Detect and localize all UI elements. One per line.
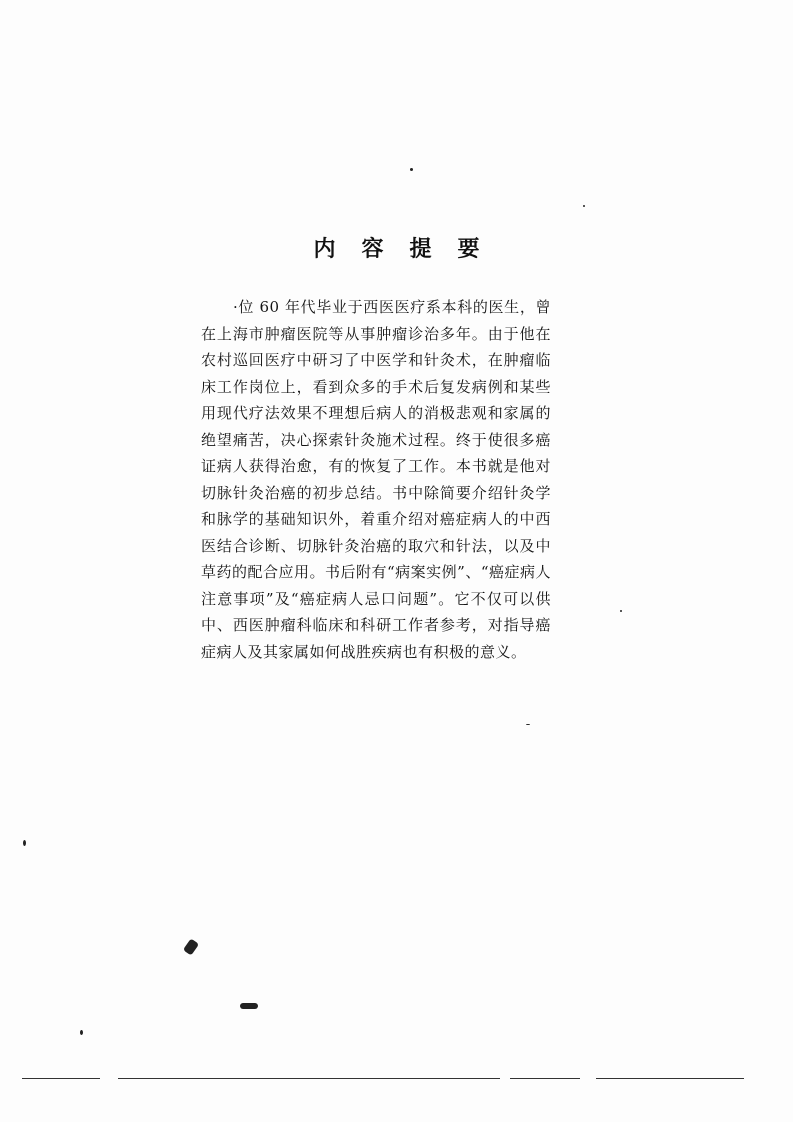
bottom-rule (22, 1078, 100, 1079)
title-char: 容 (361, 237, 384, 262)
scan-speck (410, 168, 413, 171)
title-char: 要 (457, 237, 480, 262)
bottom-rule (596, 1078, 744, 1079)
summary-paragraph: ·位 60 年代毕业于西医医疗系本科的医生，曾在上海市肿瘤医院等从事肿瘤诊治多年。由于他在农村巡回医疗中研习了中医学和针灸术，在肿瘤临床工作岗位上，看到众多的手术后复发病例和某些用现代疗法效果不理想后病人的消极悲观和家属的绝望痛苦，决心探索针灸施术过程。终于使很多癌证病人获得治愈，有的恢复了工作。本书就是他对切脉针灸治癌的初步总结。书中除简要介绍针灸学和脉学的基础知识外，着重介绍对癌症病人的中西医结合诊断、切脉针灸治癌的取穴和针法，以及中草药的配合应用。书后附有“病案实例”、“癌症病人注意事项”及“癌症病人忌口问题”。它不仅可以供中、西医肿瘤科临床和科研工作者参考，对指导癌症病人及其家属如何战胜疾病也有积极的意义。 (201, 298, 552, 661)
page-title (0, 232, 793, 263)
title-char: 内 (313, 237, 336, 262)
scan-speck (80, 1030, 83, 1035)
scan-speck (183, 938, 199, 955)
scan-speck (583, 205, 585, 207)
scan-speck (526, 724, 530, 725)
title-char: 提 (409, 237, 432, 262)
scan-speck (240, 1003, 258, 1009)
scan-speck (620, 610, 622, 612)
scan-speck (23, 840, 26, 846)
bottom-rule (510, 1078, 580, 1079)
bottom-rule (118, 1078, 500, 1079)
